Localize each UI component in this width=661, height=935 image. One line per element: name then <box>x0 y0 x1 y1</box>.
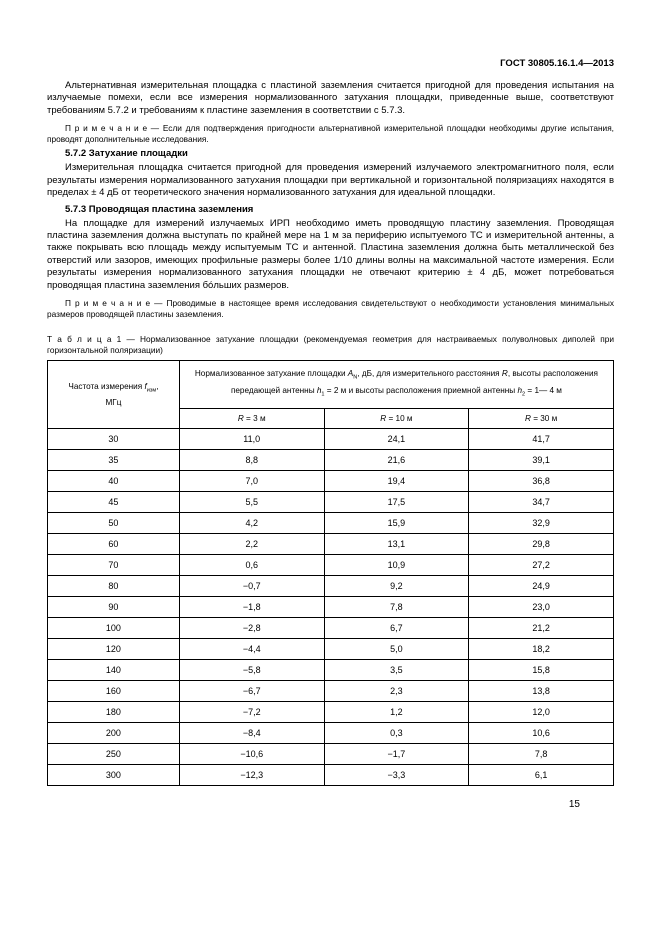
table-row <box>48 680 614 701</box>
attenuation-value-cell: 6,1 <box>469 764 614 785</box>
frequency-cell: 45 <box>48 491 180 512</box>
distance-header-r10 <box>324 408 469 428</box>
attenuation-value-cell: −4,4 <box>179 638 324 659</box>
attenuation-value-cell: −1,8 <box>179 596 324 617</box>
attenuation-value-cell: 39,1 <box>469 449 614 470</box>
distance-value-r10: = 10 м <box>386 413 413 423</box>
attenuation-value-cell: 13,1 <box>324 533 469 554</box>
attenuation-value-cell: 23,0 <box>469 596 614 617</box>
frequency-header-comma: , <box>156 382 159 392</box>
attenuation-value-cell: −7,2 <box>179 701 324 722</box>
nsa-table <box>47 360 614 785</box>
distance-header-r30 <box>469 408 614 428</box>
table-row <box>48 512 614 533</box>
frequency-cell: 100 <box>48 617 180 638</box>
attenuation-value-cell: 5,0 <box>324 638 469 659</box>
table-row <box>48 575 614 596</box>
table-row <box>48 638 614 659</box>
attenuation-value-cell: 4,2 <box>179 512 324 533</box>
attenuation-value-cell: 7,8 <box>469 743 614 764</box>
paragraph-alternative-site: Альтернативная измерительная площадка с пластиной заземления считается пригодной для проведения испытания на излучаемые помехи, если все измерения нормализованного затухания площадки, приведенные выше, соответствуют требованиям 5.7.2 и требованиям к пластине заземления в соответствии с 5.7.3. <box>47 80 614 116</box>
nsa-header-text-2: , дБ, для измерительного расстояния <box>357 369 502 379</box>
frequency-cell: 180 <box>48 701 180 722</box>
attenuation-value-cell: 2,2 <box>179 533 324 554</box>
frequency-column-header <box>48 361 180 428</box>
note-paragraph-1: П р и м е ч а н и е — Если для подтверждения пригодности альтернативной измерительной площадки необходимы другие испытания, проводят дополнительные исследования. <box>47 123 614 144</box>
attenuation-value-cell: 10,6 <box>469 722 614 743</box>
table-row <box>48 743 614 764</box>
note-paragraph-2: П р и м е ч а н и е — Проводимые в настоящее время исследования свидетельствуют о необходимости установления минимальных размеров проводящей пластины заземления. <box>47 298 614 319</box>
attenuation-value-cell: 7,0 <box>179 470 324 491</box>
rx-antenna-height-symbol: h <box>517 385 523 395</box>
attenuation-value-cell: 21,6 <box>324 449 469 470</box>
attenuation-value-cell: 15,9 <box>324 512 469 533</box>
distance-header-r3 <box>179 408 324 428</box>
frequency-symbol-subscript: изм <box>146 387 157 394</box>
nsa-header-text-3: , высоты расположения передающей антенны <box>230 369 598 395</box>
nsa-header-text-1: Нормализованное затухание площадки <box>194 369 348 379</box>
attenuation-value-cell: 32,9 <box>469 512 614 533</box>
rx-antenna-height-subscript: 2 <box>522 391 526 398</box>
attenuation-value-cell: 2,3 <box>324 680 469 701</box>
table-row <box>48 449 614 470</box>
attenuation-value-cell: 27,2 <box>469 554 614 575</box>
table-row <box>48 533 614 554</box>
attenuation-value-cell: 9,2 <box>324 575 469 596</box>
attenuation-value-cell: 7,8 <box>324 596 469 617</box>
table-caption: Т а б л и ц а 1 — Нормализованное затухание площадки (рекомендуемая геометрия для настраиваемых полуволновых диполей при горизонтальной поляризации) <box>47 334 614 355</box>
distance-symbol-r3: R <box>237 413 244 423</box>
frequency-header-text: Частота измерения <box>68 382 145 392</box>
attenuation-value-cell: 19,4 <box>324 470 469 491</box>
attenuation-value-cell: −10,6 <box>179 743 324 764</box>
frequency-cell: 35 <box>48 449 180 470</box>
document-header-standard-number: ГОСТ 30805.16.1.4—2013 <box>500 58 614 69</box>
attenuation-value-cell: 24,9 <box>469 575 614 596</box>
frequency-cell: 40 <box>48 470 180 491</box>
attenuation-value-cell: 13,8 <box>469 680 614 701</box>
attenuation-value-cell: 8,8 <box>179 449 324 470</box>
distance-value-r3: = 3 м <box>243 413 266 423</box>
attenuation-value-cell: 1,2 <box>324 701 469 722</box>
attenuation-value-cell: −0,7 <box>179 575 324 596</box>
attenuation-value-cell: 18,2 <box>469 638 614 659</box>
table-row <box>48 701 614 722</box>
attenuation-value-cell: 24,1 <box>324 428 469 449</box>
table-row <box>48 596 614 617</box>
attenuation-value-cell: −8,4 <box>179 722 324 743</box>
table-row <box>48 659 614 680</box>
paragraph-ground-plane: На площадке для измерений излучаемых ИРП необходимо иметь проводящую пластину заземления. Проводящая пластина заземления должна выступать по крайней мере на 1 м за периферию испытуемого ТС и измерительной антенны, а также покрывать всю площадь между испытуемым ТС и антенной. Пластина заземления должна быть металлической без отверстий или зазоров, имеющих профильные размеры более 1/10 длины волны на максимальной частоте измерения. Если результаты измерения нормализованного затухания площадки не отвечают критерию ± 4 дБ, может потребоваться проводящая пластина заземления бо́льших размеров. <box>47 217 614 291</box>
table-row <box>48 722 614 743</box>
table-row <box>48 764 614 785</box>
attenuation-value-cell: 6,7 <box>324 617 469 638</box>
tx-antenna-height-subscript: 1 <box>321 391 325 398</box>
attenuation-value-cell: −2,8 <box>179 617 324 638</box>
attenuation-value-cell: 11,0 <box>179 428 324 449</box>
frequency-cell: 200 <box>48 722 180 743</box>
attenuation-value-cell: 29,8 <box>469 533 614 554</box>
table-header-row-main <box>48 361 614 408</box>
attenuation-value-cell: 12,0 <box>469 701 614 722</box>
attenuation-value-cell: −3,3 <box>324 764 469 785</box>
frequency-symbol: f <box>144 382 147 392</box>
frequency-cell: 80 <box>48 575 180 596</box>
attenuation-value-cell: −12,3 <box>179 764 324 785</box>
frequency-unit-label: МГц <box>105 397 122 407</box>
attenuation-value-cell: 41,7 <box>469 428 614 449</box>
frequency-cell: 140 <box>48 659 180 680</box>
distance-symbol-r30: R <box>525 413 531 423</box>
attenuation-value-cell: 15,8 <box>469 659 614 680</box>
attenuation-value-cell: 10,9 <box>324 554 469 575</box>
table-row <box>48 554 614 575</box>
attenuation-value-cell: 17,5 <box>324 491 469 512</box>
frequency-cell: 300 <box>48 764 180 785</box>
distance-symbol: R <box>501 369 508 379</box>
section-heading-5-7-3: 5.7.3 Проводящая пластина заземления <box>65 203 254 215</box>
attenuation-value-cell: −1,7 <box>324 743 469 764</box>
frequency-cell: 90 <box>48 596 180 617</box>
table-row <box>48 491 614 512</box>
section-heading-5-7-2: 5.7.2 Затухание площадки <box>65 148 188 160</box>
distance-value-r30: = 30 м <box>530 413 558 423</box>
attenuation-value-cell: 0,3 <box>324 722 469 743</box>
attenuation-value-cell: 36,8 <box>469 470 614 491</box>
frequency-cell: 120 <box>48 638 180 659</box>
nsa-table-head <box>48 361 614 428</box>
attenuation-value-cell: 34,7 <box>469 491 614 512</box>
attenuation-value-cell: 21,2 <box>469 617 614 638</box>
page-number: 15 <box>568 798 580 810</box>
attenuation-symbol-subscript: N <box>353 375 358 382</box>
attenuation-value-cell: 3,5 <box>324 659 469 680</box>
attenuation-value-cell: 5,5 <box>179 491 324 512</box>
attenuation-value-cell: −5,8 <box>179 659 324 680</box>
attenuation-value-cell: 0,6 <box>179 554 324 575</box>
distance-symbol-r10: R <box>380 413 387 423</box>
attenuation-value-cell: −6,7 <box>179 680 324 701</box>
nsa-column-group-header <box>179 361 613 408</box>
frequency-cell: 70 <box>48 554 180 575</box>
frequency-cell: 160 <box>48 680 180 701</box>
tx-antenna-height-symbol: h <box>316 385 322 395</box>
frequency-cell: 50 <box>48 512 180 533</box>
paragraph-site-attenuation: Измерительная площадка считается пригодной для проведения измерений излучаемого электромагнитного поля, если результаты измерения нормализованного затухания площадки при вертикальной и горизонтальной поляризациях находятся в пределах ± 4 дБ от теоретического значения нормализованного затухания для идеальной площадки. <box>47 162 614 199</box>
table-row <box>48 428 614 449</box>
frequency-cell: 30 <box>48 428 180 449</box>
frequency-cell: 250 <box>48 743 180 764</box>
nsa-header-text-4: = 2 м и высоты расположения приемной антенны <box>324 385 518 395</box>
table-row <box>48 470 614 491</box>
nsa-header-text-5: = 1— 4 м <box>525 385 562 395</box>
frequency-cell: 60 <box>48 533 180 554</box>
table-body <box>48 428 614 785</box>
attenuation-symbol: A <box>347 369 354 379</box>
table-row <box>48 617 614 638</box>
